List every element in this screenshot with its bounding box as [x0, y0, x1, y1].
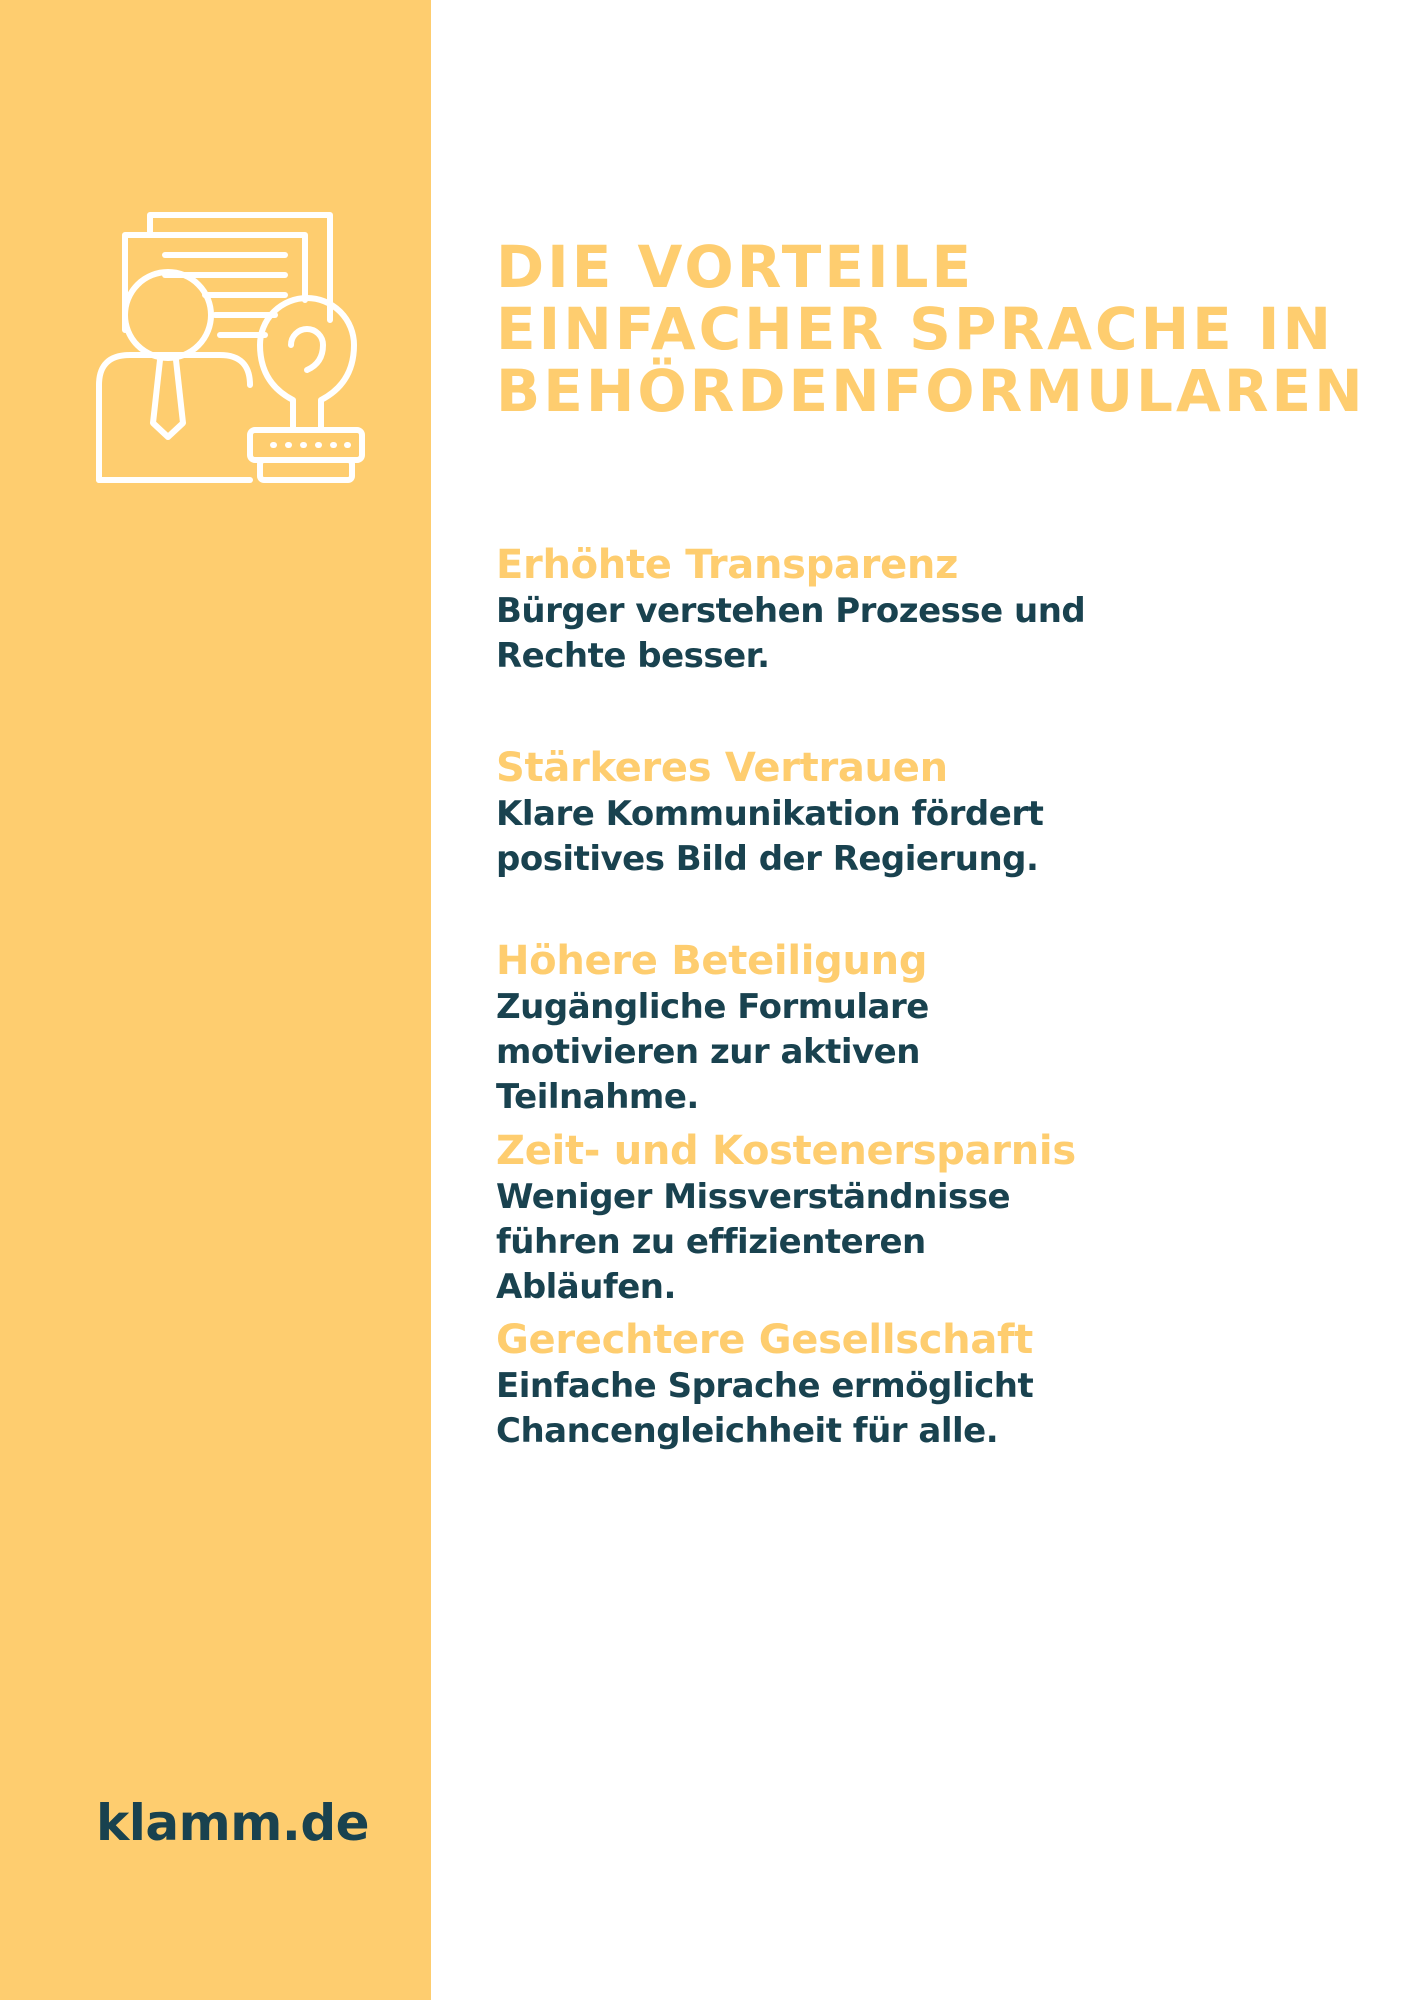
sidebar	[0, 0, 431, 2000]
brand-link[interactable]: klamm.de	[96, 1794, 370, 1852]
page-title: DIE VORTEILE EINFACHER SPRACHE IN BEHÖRDENFORMULAREN	[496, 233, 1366, 425]
benefit-item	[496, 1316, 1376, 1454]
benefit-heading: Stärkeres Vertrauen	[496, 745, 948, 791]
benefit-text: Bürger verstehen Prozesse und Rechte besser.	[496, 591, 1086, 676]
benefit-heading: Gerechtere Gesellschaft	[496, 1317, 1033, 1363]
official-document-stamp-icon	[95, 205, 375, 485]
benefit-text: Klare Kommunikation fördert positives Bild der Regierung.	[496, 794, 1044, 879]
benefit-text: Zugängliche Formulare motivieren zur aktiven Teilnahme.	[496, 987, 929, 1117]
benefit-item	[496, 1127, 1376, 1310]
benefit-item	[496, 937, 1376, 1120]
benefit-item	[496, 541, 1376, 679]
benefit-item	[496, 744, 1376, 882]
benefit-heading: Erhöhte Transparenz	[496, 542, 959, 588]
benefit-heading: Zeit- und Kostenersparnis	[496, 1128, 1076, 1174]
benefit-text: Weniger Missverständnisse führen zu effizienteren Abläufen.	[496, 1177, 1011, 1307]
benefit-heading: Höhere Beteiligung	[496, 938, 928, 984]
benefit-text: Einfache Sprache ermöglicht Chancengleichheit für alle.	[496, 1366, 1034, 1451]
